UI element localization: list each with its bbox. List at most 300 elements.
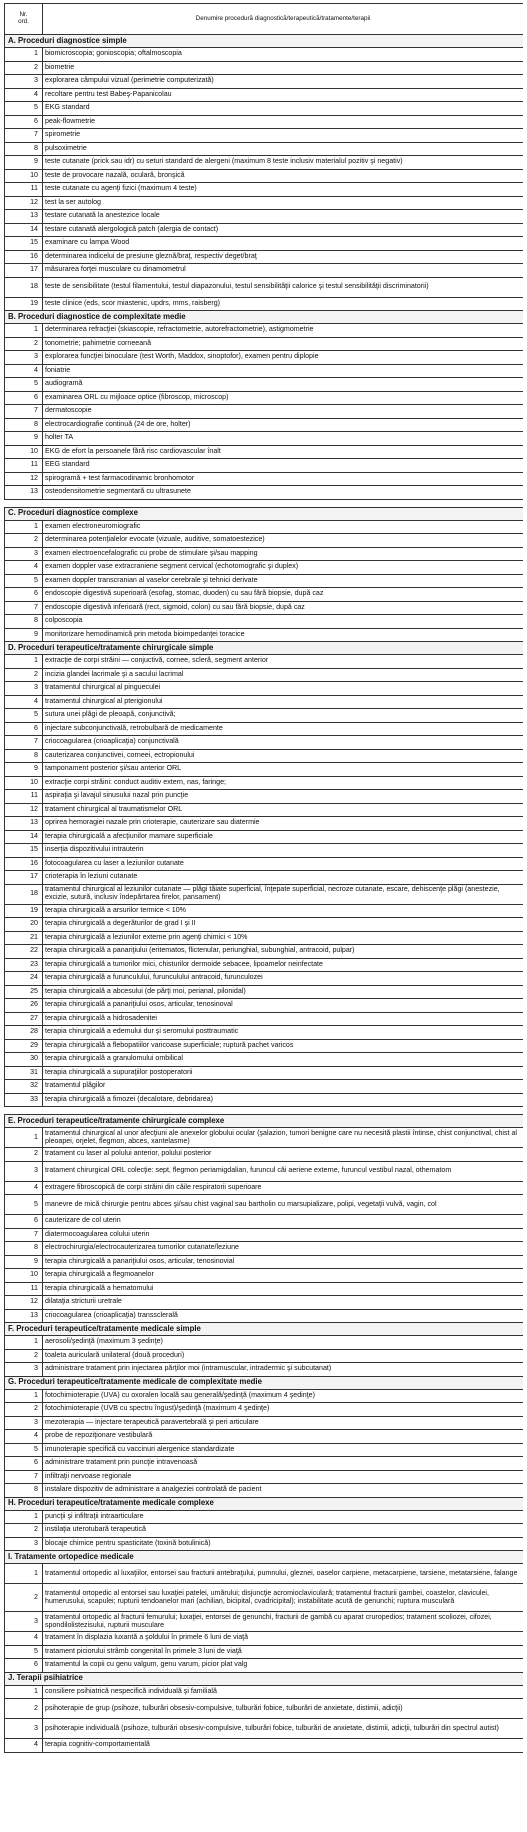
table-row — [5, 857, 524, 871]
table-row — [5, 871, 524, 885]
procedure-name: examinarea ORL cu mijloace optice (fibroscop, microscop) — [43, 391, 524, 405]
table-row — [5, 561, 524, 575]
section-title: I. Tratamente ortopedice medicale — [5, 1551, 524, 1564]
row-number: 8 — [5, 1242, 43, 1256]
table-row — [5, 534, 524, 548]
section-title: A. Proceduri diagnostice simple — [5, 35, 524, 48]
row-number: 2 — [5, 1349, 43, 1363]
procedure-name: administrare tratament prin puncţie intravenoasă — [43, 1457, 524, 1471]
row-number: 10 — [5, 776, 43, 790]
row-number: 4 — [5, 364, 43, 378]
procedure-name: testare cutanată alergologică patch (alergia de contact) — [43, 223, 524, 237]
table-row — [5, 1242, 524, 1256]
row-number: 1 — [5, 1128, 43, 1148]
table-row — [5, 1195, 524, 1215]
row-number: 6 — [5, 115, 43, 129]
row-number: 1 — [5, 520, 43, 534]
procedure-name: terapia cognitiv-comportamentală — [43, 1739, 524, 1753]
procedure-name: manevre de mică chirurgie pentru abces şi/sau chist vaginal sau bartholin cu marsupializare, polipi, vegetaţii vulvă, vagin, col — [43, 1195, 524, 1215]
row-number: 12 — [5, 1296, 43, 1310]
table-row — [5, 1612, 524, 1632]
row-number: 9 — [5, 763, 43, 777]
procedure-name: EKG standard — [43, 102, 524, 116]
procedure-name: foniatrie — [43, 364, 524, 378]
table-row — [5, 250, 524, 264]
row-number: 14 — [5, 223, 43, 237]
table-row — [5, 129, 524, 143]
row-number: 6 — [5, 391, 43, 405]
table-row — [5, 1012, 524, 1026]
row-number: 5 — [5, 709, 43, 723]
row-number: 12 — [5, 472, 43, 486]
procedure-name: tratamentul ortopedic al fracturii femurului; luxaţiei, entorsei de genunchi, fracturii de gambă cu aparat cruropedios; tratament scoliozei, cifozei, spondilolistezisului, rupturii musculare — [43, 1612, 524, 1632]
row-number: 15 — [5, 844, 43, 858]
table-row — [5, 1269, 524, 1283]
table-row — [5, 48, 524, 62]
row-number: 3 — [5, 75, 43, 89]
row-number: 7 — [5, 1228, 43, 1242]
procedure-name: electrocardiografie continuă (24 de ore, holter) — [43, 418, 524, 432]
table-row — [5, 1128, 524, 1148]
row-number: 12 — [5, 196, 43, 210]
procedure-name: fotochimioterapie (UVA) cu oxoralen locală sau generală/şedinţă (maximum 4 şedinţe) — [43, 1389, 524, 1403]
header-title: Denumire procedură diagnostică/terapeutică/tratamente/terapii — [43, 4, 524, 35]
row-number: 1 — [5, 655, 43, 669]
table-row — [5, 904, 524, 918]
row-number: 2 — [5, 1584, 43, 1612]
row-number: 22 — [5, 945, 43, 959]
table-row — [5, 931, 524, 945]
procedure-name: osteodensitometrie segmentară cu ultrasunete — [43, 486, 524, 500]
row-number: 8 — [5, 615, 43, 629]
table-row — [5, 1148, 524, 1162]
table-row — [5, 61, 524, 75]
row-number: 24 — [5, 972, 43, 986]
procedure-name: oprirea hemoragiei nazale prin crioterapie, cauterizare sau diatermie — [43, 817, 524, 831]
procedure-name: teste clinice (eds, scor miastenic, updrs, mms, raisberg) — [43, 297, 524, 311]
row-number: 19 — [5, 297, 43, 311]
procedure-name: psihoterapie individuală (psihoze, tulburări obsesiv-compulsive, tulburări fobice, tulburări de anxietate, distimii, adicţii, tulburări din spectrul autist) — [43, 1719, 524, 1739]
procedure-name: extragere fibroscopică de corpi străini din căile respiratorii superioare — [43, 1181, 524, 1195]
row-number: 5 — [5, 1443, 43, 1457]
procedure-name: probe de repoziţionare vestibulară — [43, 1430, 524, 1444]
table-row — [5, 418, 524, 432]
row-number: 9 — [5, 156, 43, 170]
table-row — [5, 297, 524, 311]
table-row — [5, 142, 524, 156]
row-number: 29 — [5, 1039, 43, 1053]
table-row — [5, 985, 524, 999]
row-number: 27 — [5, 1012, 43, 1026]
row-number: 6 — [5, 1659, 43, 1673]
procedure-name: criocoagularea (crioaplicaţia) transsclerală — [43, 1309, 524, 1323]
row-number: 6 — [5, 1457, 43, 1471]
procedure-name: incizia glandei lacrimale şi a sacului lacrimal — [43, 668, 524, 682]
procedure-name: terapia chirurgicală a hematomului — [43, 1282, 524, 1296]
row-number: 30 — [5, 1053, 43, 1067]
table-row — [5, 817, 524, 831]
row-number: 11 — [5, 790, 43, 804]
row-number: 9 — [5, 628, 43, 642]
table-row — [5, 1215, 524, 1229]
table-row — [5, 776, 524, 790]
procedure-name: terapia chirurgicală a flebopatiilor varicoase superficiale; ruptură pachet varicos — [43, 1039, 524, 1053]
row-number: 18 — [5, 277, 43, 297]
table-row — [5, 1524, 524, 1538]
table-row — [5, 223, 524, 237]
section-title: C. Proceduri diagnostice complexe — [5, 507, 524, 520]
table-row — [5, 918, 524, 932]
row-number: 1 — [5, 48, 43, 62]
table-row — [5, 486, 524, 500]
table-row — [5, 803, 524, 817]
table-row — [5, 169, 524, 183]
procedure-name: dilataţia stricturii uretrale — [43, 1296, 524, 1310]
row-number: 7 — [5, 405, 43, 419]
row-number: 11 — [5, 1282, 43, 1296]
table-row — [5, 588, 524, 602]
procedure-name: tratament în displazia luxantă a şoldului în primele 6 luni de viaţă — [43, 1632, 524, 1646]
table-row — [5, 736, 524, 750]
procedure-name: colposcopia — [43, 615, 524, 629]
procedure-name: terapia chirurgicală a afecţiunilor mamare superficiale — [43, 830, 524, 844]
table-row — [5, 1309, 524, 1323]
procedure-name: terapia chirurgicală a arsurilor termice < 10% — [43, 904, 524, 918]
procedure-name: instalare dispozitiv de administrare a analgeziei controlată de pacient — [43, 1484, 524, 1498]
row-number: 13 — [5, 817, 43, 831]
procedure-name: examen doppler transcranian al vaselor cerebrale şi tehnici derivate — [43, 574, 524, 588]
table-row — [5, 237, 524, 251]
procedure-name: terapia chirurgicală a panariţiului osos, articular, tenosinovial — [43, 1255, 524, 1269]
table-row — [5, 1416, 524, 1430]
procedure-name: terapia chirurgicală a leziunilor externe prin agenţi chimici < 10% — [43, 931, 524, 945]
row-number: 26 — [5, 999, 43, 1013]
procedure-name: tratamentul la copii cu genu valgum, genu varum, picior plat valg — [43, 1659, 524, 1673]
procedure-name: determinarea indicelui de presiune gleznă/braţ, respectiv deget/braţ — [43, 250, 524, 264]
row-number: 3 — [5, 682, 43, 696]
section-title: B. Proceduri diagnostice de complexitate medie — [5, 311, 524, 324]
table-row — [5, 695, 524, 709]
procedure-name: terapia chirurgicală a edemului dur şi seromului posttraumatic — [43, 1026, 524, 1040]
table-row — [5, 1484, 524, 1498]
row-number: 8 — [5, 749, 43, 763]
procedure-name: cauterizare de col uterin — [43, 1215, 524, 1229]
row-number: 2 — [5, 1148, 43, 1162]
table-row — [5, 1403, 524, 1417]
procedure-name: dermatoscopie — [43, 405, 524, 419]
table-row — [5, 459, 524, 473]
procedure-name: tratamentul ortopedic al entorsei sau luxaţiei patelei, umărului; disjuncţie acromioclaviculară; tratamentul fracturii gambei, coastelor, claviculei, humerusului, scapulei; rupturii tendoanelor mari (achilian, bicipital, cvadricipital); instabilitate acută de genunchi; ruptura musculară — [43, 1584, 524, 1612]
procedure-name: extracţie corpi străini: conduct auditiv extern, nas, faringe; — [43, 776, 524, 790]
procedure-name: monitorizare hemodinamică prin metoda bioimpedanţei toracice — [43, 628, 524, 642]
procedure-name: recoltare pentru test Babeş-Papanicolau — [43, 88, 524, 102]
row-number: 13 — [5, 1309, 43, 1323]
row-number: 2 — [5, 61, 43, 75]
table-row — [5, 972, 524, 986]
row-number: 10 — [5, 445, 43, 459]
row-number: 6 — [5, 588, 43, 602]
procedure-name: mezoterapia — injectare terapeutică paravertebrală şi peri articulare — [43, 1416, 524, 1430]
procedure-name: toaleta auriculară unilateral (două proceduri) — [43, 1349, 524, 1363]
row-number: 16 — [5, 250, 43, 264]
table-row — [5, 1255, 524, 1269]
table-row — [5, 520, 524, 534]
procedure-name: aerosoli/şedinţă (maximum 3 şedinţe) — [43, 1336, 524, 1350]
section-title: E. Proceduri terapeutice/tratamente chirurgicale complexe — [5, 1115, 524, 1128]
row-number: 2 — [5, 337, 43, 351]
row-number: 7 — [5, 601, 43, 615]
section-header-row — [5, 35, 524, 48]
procedure-name: teste cutanate cu agenţi fizici (maximum 4 teste) — [43, 183, 524, 197]
procedure-name: EEG standard — [43, 459, 524, 473]
row-number: 23 — [5, 958, 43, 972]
row-number: 7 — [5, 129, 43, 143]
section-gap — [5, 1107, 524, 1115]
procedure-name: tratamentul plăgilor — [43, 1080, 524, 1094]
row-number: 4 — [5, 1181, 43, 1195]
row-number: 8 — [5, 418, 43, 432]
procedure-name: terapia chirurgicală a furunculului, furunculului antracoid, furunculozei — [43, 972, 524, 986]
row-number: 4 — [5, 88, 43, 102]
table-row — [5, 1349, 524, 1363]
procedure-name: diatermocoagularea colului uterin — [43, 1228, 524, 1242]
table-row — [5, 749, 524, 763]
procedure-name: tratamentul chirurgical al unor afecţiuni ale anexelor globului ocular (şalazion, tumori benigne care nu necesită plastii întinse, chist conjunctival, chist al pleoapei, orjelet, flegmon, abces, xantelasme) — [43, 1128, 524, 1148]
row-number: 5 — [5, 574, 43, 588]
table-row — [5, 1443, 524, 1457]
section-header-row — [5, 507, 524, 520]
row-number: 12 — [5, 803, 43, 817]
table-row — [5, 1389, 524, 1403]
table-row — [5, 547, 524, 561]
table-row — [5, 999, 524, 1013]
row-number: 6 — [5, 722, 43, 736]
table-row — [5, 75, 524, 89]
table-row — [5, 628, 524, 642]
row-number: 4 — [5, 1430, 43, 1444]
procedure-name: terapia chirurgicală a supuraţiilor postoperatorii — [43, 1066, 524, 1080]
row-number: 16 — [5, 857, 43, 871]
table-row — [5, 1336, 524, 1350]
procedure-name: EKG de efort la persoanele fără risc cardiovascular înalt — [43, 445, 524, 459]
table-row — [5, 655, 524, 669]
row-number: 11 — [5, 459, 43, 473]
table-row — [5, 682, 524, 696]
section-header-row — [5, 1376, 524, 1389]
table-row — [5, 102, 524, 116]
row-number: 1 — [5, 1336, 43, 1350]
row-number: 1 — [5, 324, 43, 338]
row-number: 2 — [5, 1524, 43, 1538]
row-number: 3 — [5, 1719, 43, 1739]
procedure-name: teste de sensibilitate (testul filamentului, testul diapazonului, testul sensibilităţii calorice şi testul sensibilităţii discriminatorii) — [43, 277, 524, 297]
table-row — [5, 432, 524, 446]
row-number: 3 — [5, 351, 43, 365]
section-title: H. Proceduri terapeutice/tratamente medicale complexe — [5, 1497, 524, 1510]
row-number: 5 — [5, 1645, 43, 1659]
table-row — [5, 1457, 524, 1471]
procedure-name: endoscopie digestivă inferioară (rect, sigmoid, colon) cu sau fără biopsie, după caz — [43, 601, 524, 615]
row-number: 2 — [5, 534, 43, 548]
row-number: 6 — [5, 1215, 43, 1229]
procedure-name: audiogramă — [43, 378, 524, 392]
row-number: 1 — [5, 1389, 43, 1403]
procedure-name: tratament cu laser al polului anterior, polului posterior — [43, 1148, 524, 1162]
row-number: 2 — [5, 668, 43, 682]
row-number: 4 — [5, 561, 43, 575]
table-row — [5, 790, 524, 804]
row-number: 33 — [5, 1093, 43, 1107]
row-number: 3 — [5, 547, 43, 561]
row-number: 17 — [5, 264, 43, 278]
procedure-name: psihoterapie de grup (psihoze, tulburări obsesiv-compulsive, tulburări fobice, tulburări de anxietate, distimii, adicţii) — [43, 1699, 524, 1719]
table-row — [5, 1181, 524, 1195]
procedure-name: test la ser autolog — [43, 196, 524, 210]
row-number: 2 — [5, 1403, 43, 1417]
table-row — [5, 391, 524, 405]
row-number: 3 — [5, 1416, 43, 1430]
table-row — [5, 364, 524, 378]
row-number: 9 — [5, 432, 43, 446]
procedure-name: fotocoagularea cu laser a leziunilor cutanate — [43, 857, 524, 871]
table-row — [5, 472, 524, 486]
procedure-name: tonometrie; pahimetrie corneeană — [43, 337, 524, 351]
section-title: G. Proceduri terapeutice/tratamente medicale de complexitate medie — [5, 1376, 524, 1389]
procedure-name: examen electroencefalografic cu probe de stimulare şi/sau mapping — [43, 547, 524, 561]
table-row — [5, 88, 524, 102]
row-number: 1 — [5, 1564, 43, 1584]
procedure-name: biometrie — [43, 61, 524, 75]
table-row — [5, 1584, 524, 1612]
section-header-row — [5, 1672, 524, 1685]
procedure-name: determinarea refracţiei (skiascopie, refractometrie, autorefractometrie), astigmometrie — [43, 324, 524, 338]
row-number: 5 — [5, 102, 43, 116]
procedure-name: instilaţia uterotubară terapeutică — [43, 1524, 524, 1538]
procedure-name: testare cutanată la anestezice locale — [43, 210, 524, 224]
row-number: 8 — [5, 142, 43, 156]
table-row — [5, 1719, 524, 1739]
row-number: 20 — [5, 918, 43, 932]
table-row — [5, 1564, 524, 1584]
procedure-name: infiltraţii nervoase regionale — [43, 1470, 524, 1484]
procedure-name: peak-flowmetrie — [43, 115, 524, 129]
procedure-name: inserţia dispozitivului intrauterin — [43, 844, 524, 858]
table-row — [5, 615, 524, 629]
procedure-name: terapia chirurgicală a granulomului ombilical — [43, 1053, 524, 1067]
procedure-name: terapia chirurgicală a degerăturilor de grad I şi II — [43, 918, 524, 932]
procedures-document — [4, 3, 523, 1829]
procedure-name: măsurarea forţei musculare cu dinamometrul — [43, 264, 524, 278]
procedure-name: holter TA — [43, 432, 524, 446]
row-number: 7 — [5, 1470, 43, 1484]
section-header-row — [5, 1551, 524, 1564]
table-row — [5, 1282, 524, 1296]
procedure-name: examinare cu lampa Wood — [43, 237, 524, 251]
table-row — [5, 1430, 524, 1444]
table-row — [5, 844, 524, 858]
table-row — [5, 830, 524, 844]
section-title: D. Proceduri terapeutice/tratamente chirurgicale simple — [5, 642, 524, 655]
section-header-row — [5, 1323, 524, 1336]
procedure-name: teste de provocare nazală, oculară, bronşică — [43, 169, 524, 183]
table-row — [5, 668, 524, 682]
procedure-name: biomicroscopia; gonioscopia; oftalmoscopia — [43, 48, 524, 62]
procedure-name: tratament chirurgical ORL colecţie: sept, flegmon periamigdalian, furuncul căi aeriene externe, furuncul vestibul nazal, othematom — [43, 1161, 524, 1181]
row-number: 3 — [5, 1363, 43, 1377]
row-number: 4 — [5, 695, 43, 709]
procedure-name: blocaje chimice pentru spasticitate (toxină botulinică) — [43, 1537, 524, 1551]
table-row — [5, 351, 524, 365]
procedure-name: explorarea funcţiei binoculare (test Worth, Maddox, sinoptofor), examen pentru diplopie — [43, 351, 524, 365]
table-row — [5, 945, 524, 959]
procedure-name: examen doppler vase extracraniene segment cervical (echotomografic şi duplex) — [43, 561, 524, 575]
table-row — [5, 1296, 524, 1310]
procedure-name: tamponament posterior şi/sau anterior ORL — [43, 763, 524, 777]
table-row — [5, 264, 524, 278]
row-number: 11 — [5, 183, 43, 197]
procedure-name: terapia chirurgicală a hidrosadenitei — [43, 1012, 524, 1026]
row-number: 21 — [5, 931, 43, 945]
procedure-name: tratamentul chirurgical al pingueculei — [43, 682, 524, 696]
table-row — [5, 277, 524, 297]
table-row — [5, 1510, 524, 1524]
row-number: 10 — [5, 169, 43, 183]
section-gap-cell — [5, 1107, 524, 1115]
procedure-name: spirogramă + test farmacodinamic bronhomotor — [43, 472, 524, 486]
section-title: F. Proceduri terapeutice/tratamente medicale simple — [5, 1323, 524, 1336]
procedure-name: spirometrie — [43, 129, 524, 143]
table-row — [5, 1228, 524, 1242]
table-row — [5, 1739, 524, 1753]
table-row — [5, 1699, 524, 1719]
procedure-name: crioterapia în leziuni cutanate — [43, 871, 524, 885]
row-number: 25 — [5, 985, 43, 999]
row-number: 1 — [5, 1510, 43, 1524]
row-number: 4 — [5, 1632, 43, 1646]
table-row — [5, 156, 524, 170]
table-row — [5, 115, 524, 129]
row-number: 5 — [5, 1195, 43, 1215]
procedure-name: injectare subconjunctivală, retrobulbară de medicamente — [43, 722, 524, 736]
procedure-name: tratamentul chirurgical al leziunilor cutanate — plăgi tăiate superficial, înţepate superficial, necroze cutanate, escare, dehiscenţe plăgi (anestezie, excizie, sutură, inclusiv îndepărtarea firelor, pansament) — [43, 884, 524, 904]
procedure-name: electrochirurgia/electrocauterizarea tumorilor cutanate/leziune — [43, 1242, 524, 1256]
row-number: 3 — [5, 1612, 43, 1632]
row-number: 13 — [5, 210, 43, 224]
row-number: 3 — [5, 1161, 43, 1181]
row-number: 32 — [5, 1080, 43, 1094]
row-number: 15 — [5, 237, 43, 251]
procedure-name: extracţie de corpi străini — conjuctivă, cornee, scleră, segment anterior — [43, 655, 524, 669]
row-number: 17 — [5, 871, 43, 885]
section-gap-cell — [5, 499, 524, 507]
table-row — [5, 1659, 524, 1673]
table-row — [5, 722, 524, 736]
procedures-table — [4, 3, 523, 1753]
table-row — [5, 1053, 524, 1067]
section-header-row — [5, 1115, 524, 1128]
table-row — [5, 196, 524, 210]
procedure-name: tratamentul ortopedic al luxaţiilor, entorsei sau fracturii antebraţului, pumnului, gleznei, oaselor carpiene, metacarpiene, tarsiene, metatarsiene, falange — [43, 1564, 524, 1584]
procedure-name: terapia chirurgicală a flegmoanelor — [43, 1269, 524, 1283]
row-number: 31 — [5, 1066, 43, 1080]
row-number: 18 — [5, 884, 43, 904]
section-header-row — [5, 642, 524, 655]
section-gap — [5, 499, 524, 507]
table-row — [5, 1093, 524, 1107]
row-number: 7 — [5, 736, 43, 750]
table-row — [5, 709, 524, 723]
table-row — [5, 378, 524, 392]
